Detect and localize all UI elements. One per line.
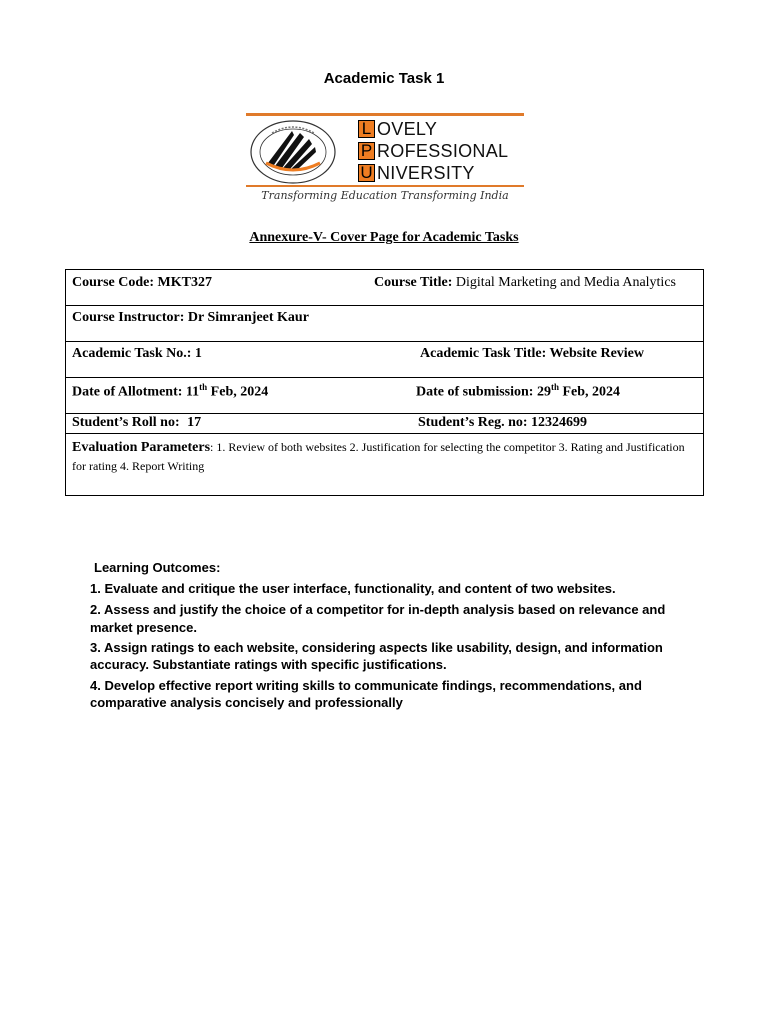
evaluation-cell <box>72 438 692 475</box>
logo-word-rest: OVELY <box>377 118 438 139</box>
instructor-cell <box>72 310 309 326</box>
university-seal-icon <box>248 119 338 185</box>
table-row-task <box>66 342 703 378</box>
logo-rule-bottom <box>246 185 524 187</box>
roll-value: 17 <box>187 415 202 430</box>
outcome-line: market presence. <box>90 620 197 635</box>
allotment-suffix: th <box>199 382 208 392</box>
cover-table <box>65 269 704 496</box>
course-code-value: MKT327 <box>157 275 212 290</box>
outcome-line: 1. Evaluate and critique the user interface, functionality, and content of two websites. <box>90 581 616 596</box>
allotment-month-year: Feb, 2024 <box>210 384 269 400</box>
table-row-instructor <box>66 306 703 342</box>
logo-word-lovely <box>358 119 437 139</box>
instructor-value: Dr Simranjeet Kaur <box>187 310 309 325</box>
instructor-label: Course Instructor: <box>72 310 185 325</box>
logo-word-professional <box>358 141 508 161</box>
evaluation-text: : 1. Review of both websites 2. Justification for selecting the competitor 3. Rating and Justification for rating 4. Report Writing <box>72 440 685 473</box>
course-code-cell <box>72 275 212 291</box>
task-no-value: 1 <box>194 346 202 361</box>
logo-word-university <box>358 163 475 183</box>
task-title-cell <box>420 346 644 362</box>
roll-cell <box>72 415 201 431</box>
course-code-label: Course Code: <box>72 275 155 290</box>
logo-word-rest: NIVERSITY <box>377 162 475 183</box>
course-title-cell <box>374 275 676 291</box>
university-logo <box>246 113 526 209</box>
logo-initial-u: U <box>358 164 375 182</box>
table-row-student <box>66 414 703 434</box>
submission-month-year: Feb, 2024 <box>562 384 621 400</box>
submission-day: 29 <box>536 384 551 400</box>
task-no-label: Academic Task No.: <box>72 346 192 361</box>
logo-tagline: Transforming Education Transforming India <box>261 189 509 202</box>
allotment-cell <box>72 382 268 401</box>
table-row-course <box>66 270 703 306</box>
logo-initial-p: P <box>358 142 375 160</box>
task-title-value: Website Review <box>549 346 645 361</box>
course-title-label: Course Title: <box>374 275 453 290</box>
task-no-cell <box>72 346 202 362</box>
submission-suffix: th <box>550 382 559 392</box>
logo-initial-l: L <box>358 120 375 138</box>
logo-word-rest: ROFESSIONAL <box>377 140 509 161</box>
reg-label: Student’s Reg. no: <box>418 415 528 430</box>
submission-cell <box>416 382 620 401</box>
outcome-line: accuracy. Substantiate ratings with specific justifications. <box>90 657 447 672</box>
reg-cell <box>418 415 587 431</box>
task-title-label: Academic Task Title: <box>420 346 547 361</box>
outcome-line: 3. Assign ratings to each website, considering aspects like usability, design, and information <box>90 640 663 655</box>
course-title-value: Digital Marketing and Media Analytics <box>455 275 676 290</box>
annexure-title: Annexure-V- Cover Page for Academic Tasks <box>249 230 519 245</box>
table-row-dates <box>66 378 703 414</box>
outcome-line: comparative analysis concisely and professionally <box>90 695 403 710</box>
allotment-label: Date of Allotment: <box>72 384 183 400</box>
evaluation-label: Evaluation Parameters <box>72 440 211 455</box>
roll-label: Student’s Roll no: <box>72 415 180 430</box>
submission-label: Date of submission: <box>416 384 534 400</box>
logo-rule-top <box>246 113 524 116</box>
outcome-line: 2. Assess and justify the choice of a competitor for in-depth analysis based on relevance and <box>90 602 666 617</box>
table-row-evaluation <box>66 434 703 495</box>
reg-value: 12324699 <box>531 415 588 430</box>
page-title: Academic Task 1 <box>323 70 445 87</box>
learning-outcomes-heading: Learning Outcomes: <box>94 560 221 575</box>
outcome-line: 4. Develop effective report writing skills to communicate findings, recommendations, and <box>90 678 642 693</box>
allotment-day: 11 <box>185 384 200 400</box>
